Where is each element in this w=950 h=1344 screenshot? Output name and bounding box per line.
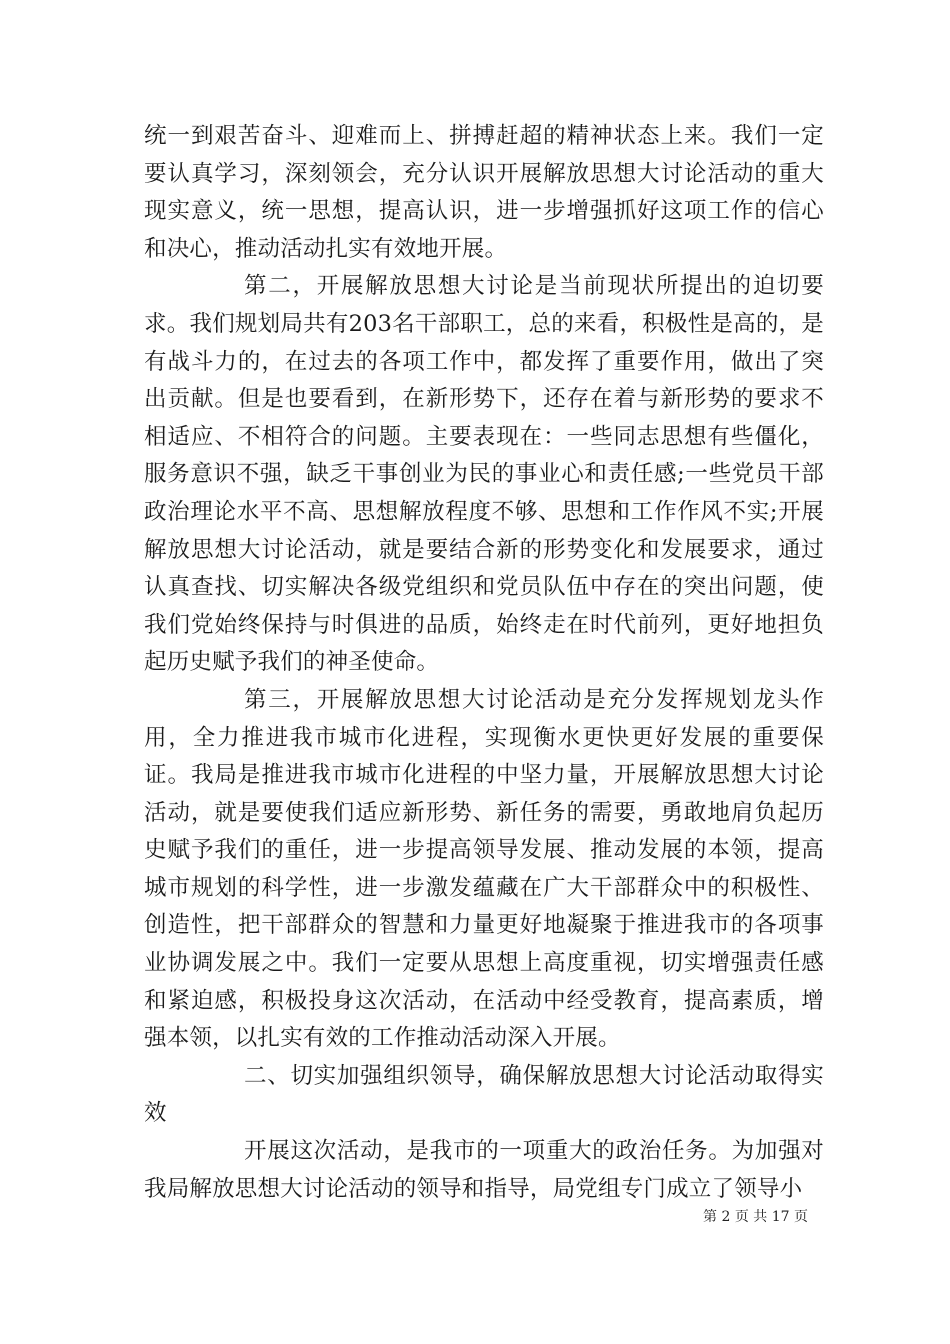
paragraph-4: 开展这次活动，是我市的一项重大的政治任务。为加强对我局解放思想大讨论活动的领导和指导，局党组专门成立了领导小 <box>144 1138 824 1202</box>
document-body <box>144 118 824 1208</box>
paragraph-3: 第三，开展解放思想大讨论活动是充分发挥规划龙头作用，全力推进我市城市化进程，实现衡水更快更好发展的重要保证。我局是推进我市城市化进程的中坚力量，开展解放思想大讨论活动，就是要使我们适应新形势、新任务的需要，勇敢地肩负起历史赋予我们的重任，进一步提高领导发展、推动发展的本领，提高城市规划的科学性，进一步激发蕴藏在广大干部群众中的积极性、创造性，把干部群众的智慧和力量更好地凝聚于推进我市的各项事业协调发展之中。我们一定要从思想上高度重视，切实增强责任感和紧迫感，积极投身这次活动，在活动中经受教育，提高素质，增强本领，以扎实有效的工作推动活动深入开展。 <box>144 686 824 1052</box>
page-number-footer: 第 2 页 共 17 页 <box>703 1209 808 1225</box>
paragraph-1: 统一到艰苦奋斗、迎难而上、拼搏赶超的精神状态上来。我们一定要认真学习，深刻领会，充分认识开展解放思想大讨论活动的重大现实意义，统一思想，提高认识，进一步增强抓好这项工作的信心和决心，推动活动扎实有效地开展。 <box>144 123 824 262</box>
paragraph-2: 第二，开展解放思想大讨论是当前现状所提出的迫切要求。我们规划局共有203名干部职工，总的来看，积极性是高的，是有战斗力的，在过去的各项工作中，都发挥了重要作用，做出了突出贡献。但是也要看到，在新形势下，还存在着与新形势的要求不相适应、不相符合的问题。主要表现在：一些同志思想有些僵化，服务意识不强，缺乏干事创业为民的事业心和责任感;一些党员干部政治理论水平不高、思想解放程度不够、思想和工作作风不实;开展解放思想大讨论活动，就是要结合新的形势变化和发展要求，通过认真查找、切实解决各级党组织和党员队伍中存在的突出问题，使我们党始终保持与时俱进的品质，始终走在时代前列，更好地担负起历史赋予我们的神圣使命。 <box>144 273 824 676</box>
section-heading: 二、切实加强组织领导，确保解放思想大讨论活动取得实效 <box>144 1062 824 1127</box>
